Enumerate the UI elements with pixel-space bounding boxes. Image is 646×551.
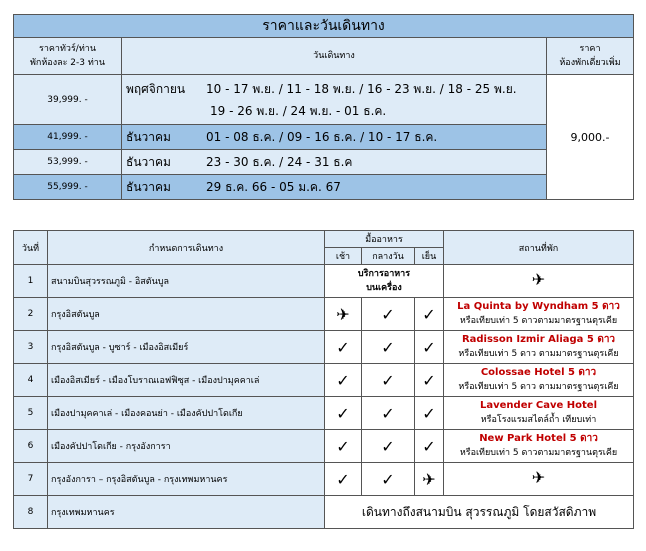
- tour-price: 55,999. -: [14, 175, 122, 200]
- travel-dates: พฤศจิกายน 10 - 17 พ.ย. / 11 - 18 พ.ย. / 16 - 23 พ.ย. / 18 - 25 พ.ย. 19 - 26 พ.ย. / 24 พ.ย. - 01 ธ.ค.: [122, 75, 547, 125]
- hotel-name: Lavender Cave Hotel: [480, 400, 597, 411]
- check-icon: ✓: [415, 430, 444, 463]
- airplane-icon: ✈: [325, 298, 362, 331]
- single-room-header: ราคา ห้องพักเดี่ยวเพิ่ม: [547, 38, 634, 75]
- check-icon: ✓: [362, 430, 415, 463]
- hotel-name: New Park Hotel 5 ดาว: [479, 433, 598, 444]
- airplane-icon: ✈: [415, 463, 444, 496]
- breakfast-header: เช้า: [325, 248, 362, 265]
- check-icon: ✓: [325, 463, 362, 496]
- tour-price: 39,999. -: [14, 75, 122, 125]
- check-icon: ✓: [325, 430, 362, 463]
- day-number: 3: [14, 331, 48, 364]
- day-number: 6: [14, 430, 48, 463]
- check-icon: ✓: [362, 331, 415, 364]
- day-number: 5: [14, 397, 48, 430]
- dinner-header: เย็น: [415, 248, 444, 265]
- check-icon: ✓: [415, 364, 444, 397]
- hotel-description: หรือเทียบเท่า 5 ดาว ตามมาตรฐานตุรเคีย: [458, 382, 619, 392]
- price-row: [14, 150, 634, 175]
- itinerary-row: [14, 331, 634, 364]
- return-note: เดินทางถึงสนามบิน สุวรรณภูมิ โดยสวัสดิภาพ: [325, 496, 634, 529]
- itinerary-table: [13, 230, 634, 529]
- price-row: [14, 125, 634, 150]
- check-icon: ✓: [362, 397, 415, 430]
- hotel-cell: [444, 364, 634, 397]
- tour-price: 53,999. -: [14, 150, 122, 175]
- price-row: [14, 175, 634, 200]
- day-route: กรุงเทพมหานคร: [48, 496, 325, 529]
- single-supplement-price: 9,000.-: [547, 75, 634, 200]
- itinerary-row: [14, 364, 634, 397]
- day-header: วันที่: [14, 231, 48, 265]
- hotel-cell: [444, 397, 634, 430]
- itinerary-row: [14, 298, 634, 331]
- tour-price: 41,999. -: [14, 125, 122, 150]
- travel-dates: ธันวาคม 01 - 08 ธ.ค. / 09 - 16 ธ.ค. / 10 - 17 ธ.ค.: [122, 125, 547, 150]
- itinerary-row: [14, 265, 634, 298]
- dates-header: วันเดินทาง: [122, 38, 547, 75]
- hotel-name: La Quinta by Wyndham 5 ดาว: [457, 301, 620, 312]
- day-route: เมืองอิสเมียร์ - เมืองโบราณเอฟฟิซุส - เมืองปามุคคาเล่: [48, 364, 325, 397]
- onboard-meal: บริการอาหาร บนเครื่อง: [325, 265, 444, 298]
- check-icon: ✓: [415, 331, 444, 364]
- hotel-cell: [444, 430, 634, 463]
- hotel-cell: [444, 463, 634, 496]
- lunch-header: กลางวัน: [362, 248, 415, 265]
- itinerary-row: [14, 496, 634, 529]
- check-icon: ✓: [362, 364, 415, 397]
- itinerary-row: [14, 463, 634, 496]
- hotel-description: หรือโรงแรมสไตล์ถ้ำ เทียบเท่า: [480, 415, 597, 425]
- check-icon: ✓: [415, 298, 444, 331]
- travel-dates: ธันวาคม 29 ธ.ค. 66 - 05 ม.ค. 67: [122, 175, 547, 200]
- hotel-cell: [444, 331, 634, 364]
- hotel-cell: [444, 298, 634, 331]
- airplane-icon: ✈: [531, 269, 546, 289]
- check-icon: ✓: [325, 331, 362, 364]
- day-route: สนามบินสุวรรณภูมิ - อิสตันบูล: [48, 265, 325, 298]
- price-table: [13, 14, 634, 200]
- day-number: 8: [14, 496, 48, 529]
- hotel-description: หรือเทียบเท่า 5 ดาว ตามมาตรฐานตุรเคีย: [458, 349, 619, 359]
- day-route: เมืองปามุคคาเล่ - เมืองคอนย่า - เมืองคัปปาโดเกีย: [48, 397, 325, 430]
- day-route: เมืองคัปปาโดเกีย - กรุงอังการา: [48, 430, 325, 463]
- day-number: 1: [14, 265, 48, 298]
- hotel-cell: [444, 265, 634, 298]
- day-number: 2: [14, 298, 48, 331]
- hotel-name: Radisson Izmir Aliaga 5 ดาว: [461, 334, 616, 345]
- price-row: [14, 75, 634, 125]
- check-icon: ✓: [325, 364, 362, 397]
- meals-header: มื้ออาหาร: [325, 231, 444, 248]
- hotel-description: หรือเทียบเท่า 5 ดาวตามมาตรฐานตุรเคีย: [459, 448, 618, 458]
- check-icon: ✓: [362, 298, 415, 331]
- day-number: 7: [14, 463, 48, 496]
- hotel-name: Colossae Hotel 5 ดาว: [480, 367, 597, 378]
- day-route: กรุงอิสตันบูล - บูซาร์ - เมืองอิสเมียร์: [48, 331, 325, 364]
- itinerary-row: [14, 430, 634, 463]
- price-header: ราคาทัวร์/ท่าน พักห้องละ 2-3 ท่าน: [14, 38, 122, 75]
- airplane-icon: ✈: [531, 467, 546, 487]
- schedule-header: กำหนดการเดินทาง: [48, 231, 325, 265]
- check-icon: ✓: [415, 397, 444, 430]
- day-route: กรุงอิสตันบูล: [48, 298, 325, 331]
- check-icon: ✓: [325, 397, 362, 430]
- day-number: 4: [14, 364, 48, 397]
- price-table-title: ราคาและวันเดินทาง: [14, 15, 634, 38]
- check-icon: ✓: [362, 463, 415, 496]
- day-route: กรุงอังการา – กรุงอิสตันบูล - กรุงเทพมหานคร: [48, 463, 325, 496]
- itinerary-row: [14, 397, 634, 430]
- travel-dates: ธันวาคม 23 - 30 ธ.ค. / 24 - 31 ธ.ค: [122, 150, 547, 175]
- hotel-description: หรือเทียบเท่า 5 ดาวตามมาตรฐานตุรเคีย: [459, 316, 618, 326]
- hotel-header: สถานที่พัก: [444, 231, 634, 265]
